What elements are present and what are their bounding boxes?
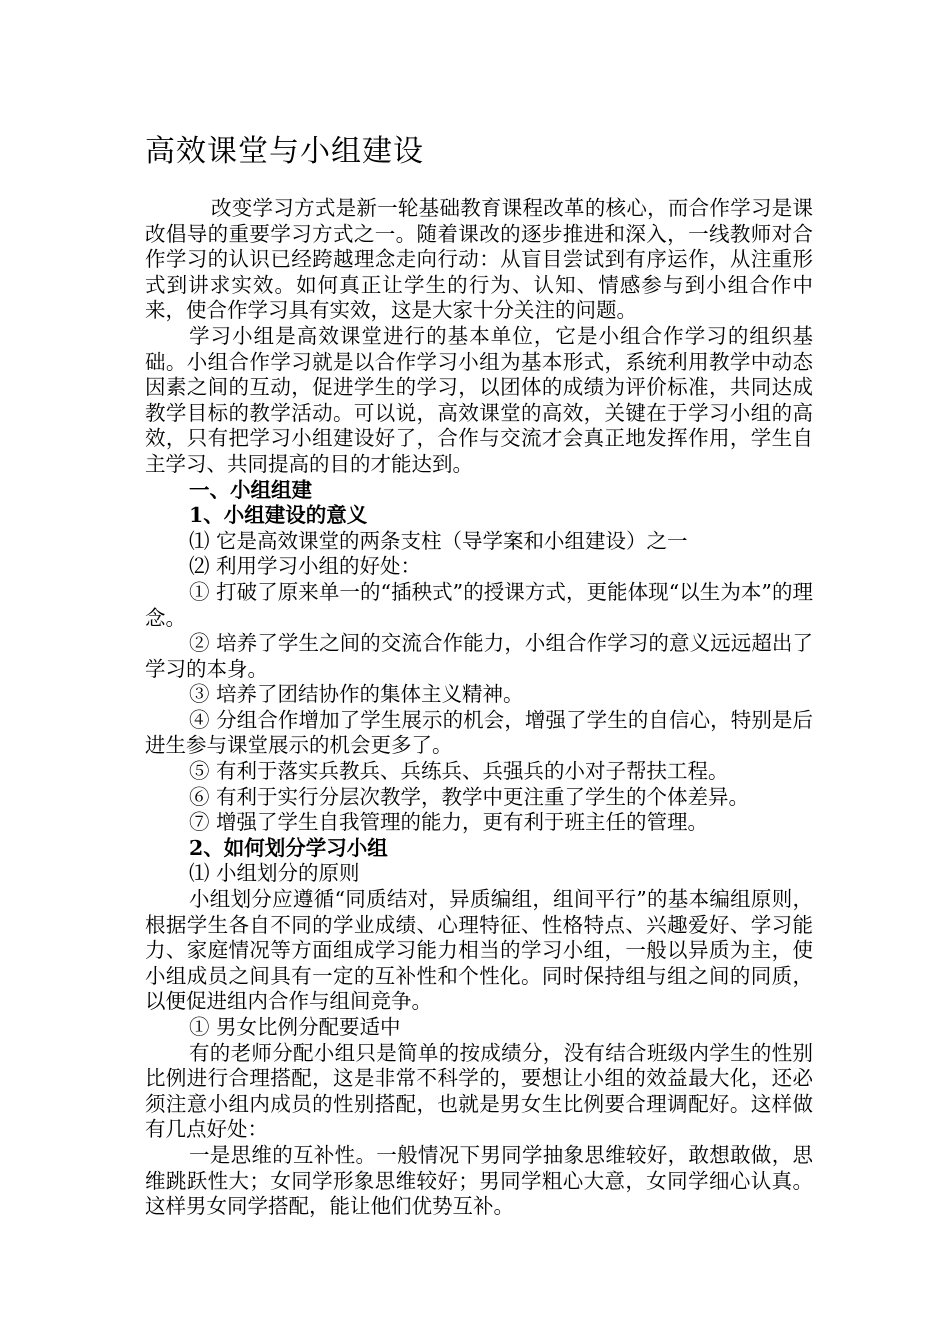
benefit-item-5: ⑤ 有利于落实兵教兵、兵练兵、兵强兵的小对子帮扶工程。 (189, 759, 729, 784)
benefit-item-1: ① 打破了原来单一的“插秧式”的授课方式，更能体现“以生为本”的理念。 (145, 579, 813, 630)
subsection-heading-2: 2、如何划分学习小组 (189, 835, 388, 860)
gender-paragraph: 有的老师分配小组只是简单的按成绩分，没有结合班级内学生的性别比例进行合理搭配，这是非常不科学的，要想让小组的效益最大化，还必须注意小组内成员的性别搭配，也就是男女生比例要合理调配好。这样做有几点好处： (145, 1040, 813, 1142)
intro-paragraph-1: 改变学习方式是新一轮基础教育课程改革的核心，而合作学习是课改倡导的重要学习方式之一。随着课改的逐步推进和深入，一线教师对合作学习的认识已经跨越理念走向行动：从盲目尝试到有序运作，从注重形式到讲求实效。如何真正让学生的行为、认知、情感参与到小组合作中来，使合作学习具有实效，这是大家十分关注的问题。 (145, 196, 813, 323)
section-heading-1: 一、小组组建 (189, 477, 312, 502)
subsection-heading-1: 1、小组建设的意义 (189, 503, 368, 528)
complement-paragraph: 一是思维的互补性。一般情况下男同学抽象思维较好，敢想敢做，思维跳跃性大；女同学形象思维较好；男同学粗心大意，女同学细心认真。这样男女同学搭配，能让他们优势互补。 (145, 1142, 813, 1219)
benefit-item-6: ⑥ 有利于实行分层次教学，教学中更注重了学生的个体差异。 (189, 784, 750, 809)
intro-paragraph-2: 学习小组是高效课堂进行的基本单位，它是小组合作学习的组织基础。小组合作学习就是以合作学习小组为基本形式，系统利用教学中动态因素之间的互动，促进学生的学习，以团体的成绩为评价标准，共同达成教学目标的教学活动。可以说，高效课堂的高效，关键在于学习小组的高效，只有把学习小组建设好了，合作与交流才会真正地发挥作用，学生自主学习、共同提高的目的才能达到。 (145, 323, 813, 476)
list-item: ⑵ 利用学习小组的好处： (189, 554, 422, 579)
list-item: ⑴ 小组划分的原则 (189, 861, 360, 886)
benefit-item-3: ③ 培养了团结协作的集体主义精神。 (189, 682, 524, 707)
list-item: ⑴ 它是高效课堂的两条支柱（导学案和小组建设）之一 (189, 528, 688, 553)
benefit-item-7: ⑦ 增强了学生自我管理的能力，更有利于班主任的管理。 (189, 810, 709, 835)
list-item: ① 男女比例分配要适中 (189, 1015, 401, 1039)
document-body (145, 196, 813, 1220)
document-title: 高效课堂与小组建设 (145, 134, 424, 169)
benefit-item-4: ④ 分组合作增加了学生展示的机会，增强了学生的自信心，特别是后进生参与课堂展示的机会更多了。 (145, 707, 813, 758)
principle-paragraph: 小组划分应遵循“同质结对，异质编组，组间平行”的基本编组原则，根据学生各自不同的学业成绩、心理特征、性格特点、兴趣爱好、学习能力、家庭情况等方面组成学习能力相当的学习小组，一般以异质为主，使小组成员之间具有一定的互补性和个性化。同时保持组与组之间的同质，以便促进组内合作与组间竞争。 (145, 887, 813, 1014)
benefit-item-2: ② 培养了学生之间的交流合作能力，小组合作学习的意义远远超出了学习的本身。 (145, 631, 813, 681)
